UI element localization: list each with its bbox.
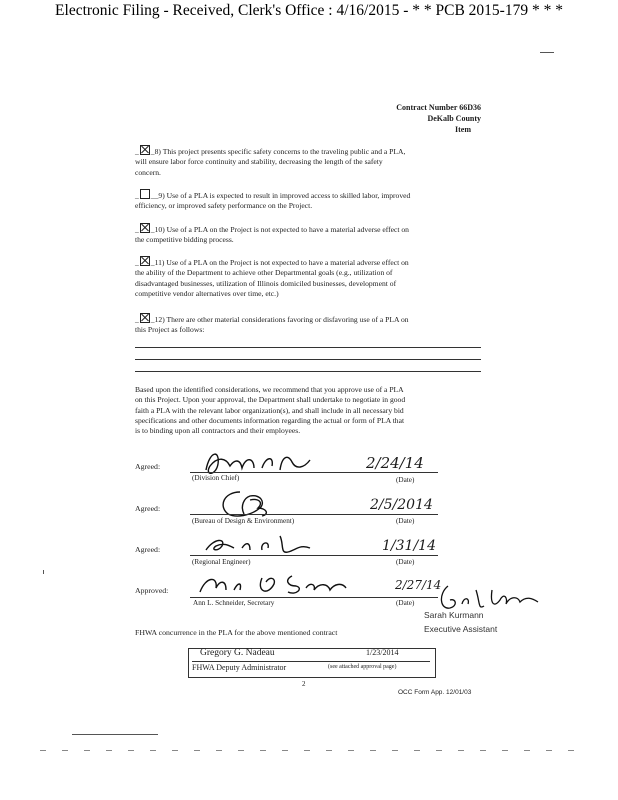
date-handwritten: 2/27/14	[395, 578, 442, 592]
page-number: 2	[302, 680, 306, 688]
checkbox-icon	[140, 256, 150, 266]
checkbox-icon	[140, 189, 150, 199]
date-label: (Date)	[396, 558, 415, 566]
role-label: (Regional Engineer)	[192, 558, 251, 566]
signature-line	[190, 514, 438, 515]
assistant-title: Executive Assistant	[424, 624, 498, 634]
role-label: Ann L. Schneider, Secretary	[193, 599, 275, 607]
form-id: OCC Form App. 12/01/03	[398, 689, 472, 696]
fhwa-concurrence: FHWA concurrence in the PLA for the above mentioned contract	[135, 628, 338, 637]
agreed-label: Agreed:	[135, 545, 161, 554]
item-11: _ _11) Use of a PLA on the Project is not expected to have a material adverse effect on the ability of the Department to achieve other Departmental goals (e.g., utilization of disadvantaged businesses, utilization of Illinois domiciled businesses, development of competitive vendor alternatives over time, etc.)	[135, 258, 409, 298]
date-label: (Date)	[396, 599, 415, 607]
date-handwritten: 2/5/2014	[370, 497, 433, 513]
date-handwritten: 1/31/14	[382, 538, 436, 554]
signature-line	[190, 597, 438, 598]
signature-secretary	[196, 570, 356, 600]
role-label: (Division Chief)	[192, 474, 240, 482]
assistant-name: Sarah Kurmann	[424, 610, 484, 620]
contract-number: Contract Number 66D36	[396, 103, 481, 112]
fhwa-note: (see attached approval page)	[328, 664, 397, 670]
scan-mark	[540, 52, 554, 53]
checkbox-icon	[140, 145, 150, 155]
approved-label: Approved:	[135, 586, 169, 595]
item-8: _ _8) This project presents specific safety concerns to the traveling public and a PLA, will ensure labor force continuity and stability, decreasing the length of the safety concern.	[135, 147, 406, 177]
county-name: DeKalb County	[427, 114, 481, 123]
checkbox-icon	[140, 313, 150, 323]
date-label: (Date)	[396, 476, 415, 484]
filing-banner: Electronic Filing - Received, Clerk's Office : 4/16/2015 - * * PCB 2015-179 * * *	[55, 2, 563, 19]
checkbox-icon	[140, 223, 150, 233]
role-label: (Bureau of Design & Environment)	[192, 517, 295, 525]
date-handwritten: 2/24/14	[366, 454, 424, 472]
fhwa-date: 1/23/2014	[366, 648, 399, 657]
signature-design-environment	[210, 488, 290, 520]
fhwa-signature-line	[192, 661, 430, 662]
item-9: _ __9) Use of a PLA is expected to result in improved access to skilled labor, improved efficiency, or improved safety performance on the Project.	[135, 191, 411, 211]
scan-mark	[43, 570, 44, 574]
agreed-label: Agreed:	[135, 504, 161, 513]
scan-mark	[40, 750, 590, 751]
blank-line	[135, 359, 481, 360]
signature-line	[190, 472, 438, 473]
agreed-label: Agreed:	[135, 462, 161, 471]
recommendation-paragraph: Based upon the identified considerations, we recommend that you approve use of a PLA on this Project. Upon your approval, the Department shall undertake to negotiate in good faith a PLA with the relevant labor organization(s), and shall include in all necessary bid specifications and other documents information regarding the actual or form of PLA that is to binding upon all contractors and their employees.	[135, 385, 406, 436]
date-label: (Date)	[396, 517, 415, 525]
item-label: Item	[455, 125, 471, 134]
blank-line	[135, 371, 481, 372]
item-10: _ _10) Use of a PLA on the Project is not expected to have a material adverse effect on the competitive bidding process.	[135, 225, 409, 245]
signature-line	[190, 555, 438, 556]
blank-line	[135, 347, 481, 348]
fhwa-title: FHWA Deputy Administrator	[192, 663, 287, 672]
fhwa-name: Gregory G. Nadeau	[200, 648, 275, 658]
item-12: _ _12) There are other material considerations favoring or disfavoring use of a PLA on this Project as follows:	[135, 315, 409, 335]
scan-mark	[72, 734, 158, 735]
